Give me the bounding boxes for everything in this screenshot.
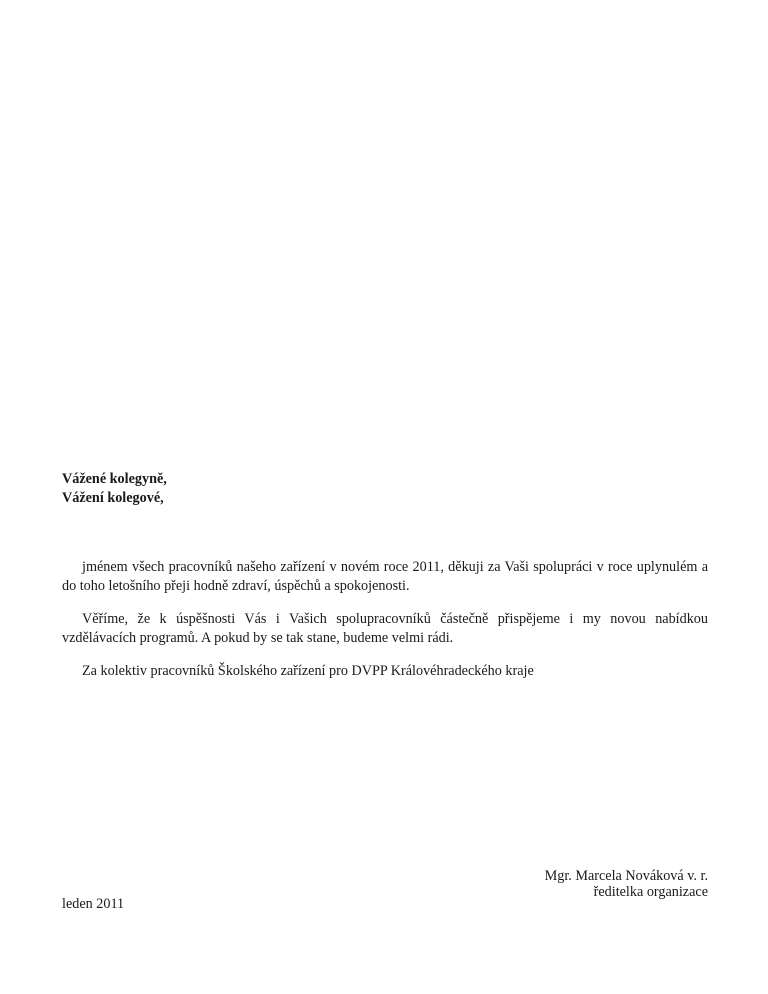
signature-title: ředitelka organizace: [593, 884, 708, 900]
salutation-line-1: Vážené kolegyně,: [62, 471, 167, 487]
paragraph-thanks: jménem všech pracovníků našeho zařízení v novém roce 2011, děkuji za Vaši spolupráci v roce uplynulém a do toho letošního přeji hodně zdraví, úspěchů a spokojenosti.: [62, 559, 708, 594]
paragraph-collective: Za kolektiv pracovníků Školského zařízení pro DVPP Královéhradeckého kraje: [82, 663, 534, 679]
salutation-line-2: Vážení kolegové,: [62, 490, 164, 506]
salutation: [62, 470, 167, 508]
paragraph-programs: Věříme, že k úspěšnosti Vás i Vašich spolupracovníků částečně přispějeme i my novou nabídkou vzdělávacích programů. A pokud by se tak stane, budeme velmi rádi.: [62, 611, 708, 646]
letter-body: [62, 558, 708, 695]
signature-name: Mgr. Marcela Nováková v. r.: [544, 868, 708, 884]
letter-date: leden 2011: [62, 896, 125, 912]
signature-block: [545, 868, 708, 900]
